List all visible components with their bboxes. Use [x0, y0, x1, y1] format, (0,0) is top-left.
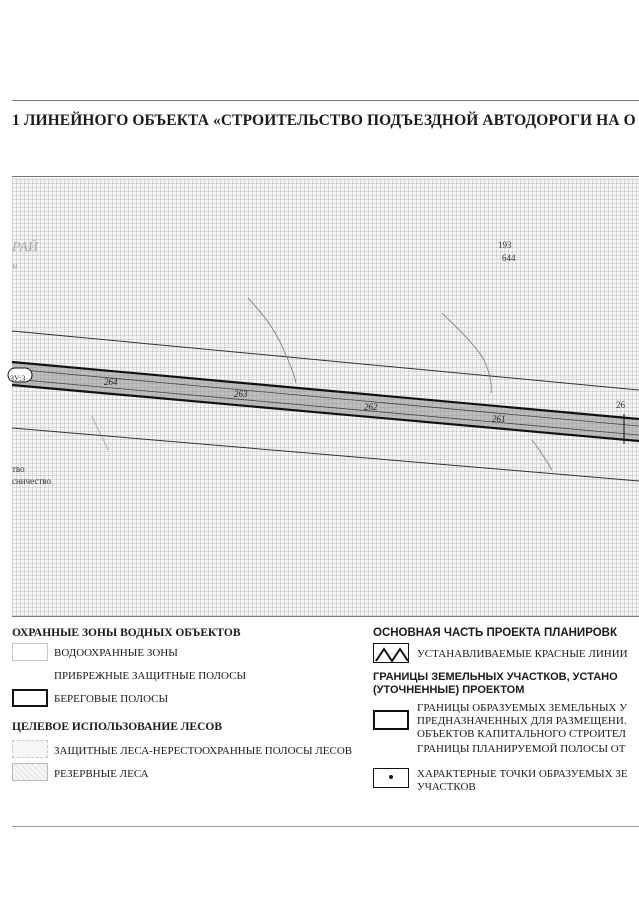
legend-label-shore-strips: БЕРЕГОВЫЕ ПОЛОСЫ: [54, 693, 169, 705]
legend-label-characteristic-points: ХАРАКТЕРНЫЕ ТОЧКИ ОБРАЗУЕМЫХ ЗЕ УЧАСТКОВ: [417, 768, 628, 793]
map-bottom-rule: [12, 616, 639, 617]
stream-line-3: [532, 440, 552, 470]
parcel-number: 264: [104, 377, 118, 387]
legend-swatch-red-lines: [373, 643, 409, 663]
road-inner-south: [12, 379, 639, 435]
forest-label-2: сничество: [12, 476, 51, 486]
legend-label-coastal-strips: ПРИБРЕЖНЫЕ ЗАЩИТНЫЕ ПОЛОСЫ: [54, 670, 247, 682]
page-title: 1 ЛИНЕЙНОГО ОБЪЕКТА «СТРОИТЕЛЬСТВО ПОДЪЕЗДНОЙ АВТОДОРОГИ НА О: [12, 112, 636, 129]
parcel-marker-label: ЗУ:3: [10, 374, 26, 383]
zigzag-icon: [374, 644, 410, 664]
legend-swatch-shore-strips: [12, 689, 48, 707]
map-drawing: [12, 178, 639, 616]
legend-label-red-lines: УСТАНАВЛИВАЕМЫЕ КРАСНЫЕ ЛИНИИ: [417, 648, 628, 660]
quarter-label: 193: [498, 240, 512, 250]
legend-label-planned-strip: ГРАНИЦЫ ПЛАНИРУЕМОЙ ПОЛОСЫ ОТ: [417, 743, 626, 755]
legend-swatch-coastal-strips: [12, 666, 48, 684]
legend-swatch-planned-strip: [373, 742, 409, 760]
parcel-number: 262: [364, 402, 378, 412]
region-label: РАЙ: [12, 240, 38, 255]
title-top-rule: [12, 100, 639, 101]
legend-heading-forest: ЦЕЛЕВОЕ ИСПОЛЬЗОВАНИЕ ЛЕСОВ: [12, 721, 223, 733]
map-canvas[interactable]: [12, 178, 639, 616]
legend-label-water-zones: ВОДООХРАННЫЕ ЗОНЫ: [54, 647, 178, 659]
edge-label: 26: [616, 400, 625, 410]
legend-swatch-formed-parcels: [373, 710, 409, 730]
legend-swatch-characteristic-points: [373, 768, 409, 788]
legend-swatch-water-zones: [12, 643, 48, 661]
road-band: [12, 363, 639, 440]
stream-line-4: [92, 416, 108, 450]
parcel-number: 263: [234, 389, 248, 399]
legend-label-formed-parcels: ГРАНИЦЫ ОБРАЗУЕМЫХ ЗЕМЕЛЬНЫХ У ПРЕДНАЗНАЧЕННЫХ ДЛЯ РАЗМЕЩЕНИ. ОБЪЕКТОВ КАПИТАЛЬНОГО СТРОИТЕЛ: [417, 702, 628, 740]
legend-heading-planning: ОСНОВНАЯ ЧАСТЬ ПРОЕКТА ПЛАНИРОВК: [373, 627, 617, 639]
map-top-rule: [12, 176, 639, 177]
legend-swatch-protective-forests: [12, 740, 48, 758]
stream-line-1: [248, 298, 296, 383]
legend-label-protective-forests: ЗАЩИТНЫЕ ЛЕСА-НЕРЕСТООХРАННЫЕ ПОЛОСЫ ЛЕСОВ: [54, 745, 353, 757]
parcel-number: 261: [492, 414, 506, 424]
forest-label-1: тво: [12, 464, 25, 474]
legend-subheading-parcels: ГРАНИЦЫ ЗЕМЕЛЬНЫХ УЧАСТКОВ, УСТАНО (УТОЧНЕННЫЕ) ПРОЕКТОМ: [373, 671, 618, 696]
parcel-label: 644: [502, 253, 516, 263]
strip-boundary-south: [12, 428, 639, 481]
legend-heading-water: ОХРАННЫЕ ЗОНЫ ВОДНЫХ ОБЪЕКТОВ: [12, 627, 241, 639]
legend-swatch-reserve-forests: [12, 763, 48, 781]
region-sub-label: н: [12, 260, 18, 272]
bottom-rule: [12, 826, 639, 827]
stream-line-2: [442, 313, 491, 393]
legend-label-reserve-forests: РЕЗЕРВНЫЕ ЛЕСА: [54, 768, 149, 780]
